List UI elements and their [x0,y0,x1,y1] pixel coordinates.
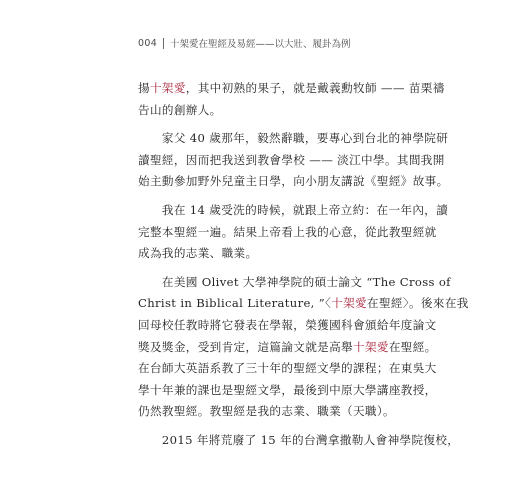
text-line [138,222,437,244]
text-run: 成為我的志業、職業。 [138,246,258,261]
text-line [138,100,390,122]
running-head [138,35,351,51]
text-run: 仍然教聖經。教聖經是我的志業、職業（天職）。 [138,404,395,419]
highlighted-term: 十架愛 [149,81,186,95]
highlighted-term: 十架愛 [331,296,368,311]
text-line [138,358,437,380]
text-run: ，其中初熟的果子，就是戴義勳牧師 —— 苗栗禱 [185,81,445,95]
header-divider [163,38,164,49]
text-run: 在聖經。 [388,339,437,354]
text-line [138,171,449,193]
text-run: 2015 年將荒廢了 15 年的台灣拿撒勒人會神學院復校， [138,432,460,447]
text-line [138,243,390,265]
paragraph-gap [138,265,390,272]
text-line [138,337,437,359]
text-run: 回母校任教時將它發表在學報，榮獲國科會頒給年度論文 [138,317,437,332]
text-run: 學十年兼的課也是聖經文學，最後到中原大學講座教授， [138,382,437,397]
text-line [138,272,451,294]
page-number: 004 [138,37,158,49]
running-title: 十架愛在聖經及易經——以大壯、履卦為例 [170,39,351,50]
text-run: 讀聖經，因而把我送到教會學校 —— 淡江中學。其間我開 [138,152,445,167]
text-line [138,200,449,222]
text-line [138,380,437,402]
text-run: Christ in Biblical Literature, ”〈 [138,296,332,311]
paragraph [138,128,449,193]
paragraph [138,78,445,121]
text-run: 我在 14 歲受洗的時候，就跟上帝立約：在一年內，讀 [138,202,449,217]
highlighted-term: 十架愛 [353,339,389,354]
paragraph-gap [138,193,390,200]
text-line [138,150,445,172]
paragraph-gap [138,121,390,128]
text-run: 告山的創辦人。 [138,102,222,117]
text-run: 家父 40 歲那年，毅然辭職，要專心到台北的神學院研 [138,131,449,146]
text-run: 在聖經〉。後來在我 [367,296,469,311]
text-run: 完整本聖經一遍。結果上帝看上我的心意，從此教聖經就 [138,224,437,239]
text-line [138,128,449,150]
text-run: 在台師大英語系教了三十年的聖經文學的課程；在東吳大 [138,361,437,376]
text-line [138,78,445,100]
text-line [138,401,395,423]
body-text [138,78,469,452]
text-line [138,430,460,452]
text-run: 在美國 Olivet 大學神學院的碩士論文 “The Cross of [138,274,451,289]
text-line [138,315,437,337]
paragraph [138,200,449,265]
paragraph-gap [138,423,390,430]
paragraph [138,430,460,452]
text-run: 始主動參加野外兒童主日學，向小朋友講說《聖經》故事。 [138,174,449,189]
paragraph [138,272,469,423]
text-run: 揚 [138,81,150,95]
text-line [138,293,469,315]
text-run: 獎及獎金，受到肯定，這篇論文就是高舉 [138,339,353,354]
